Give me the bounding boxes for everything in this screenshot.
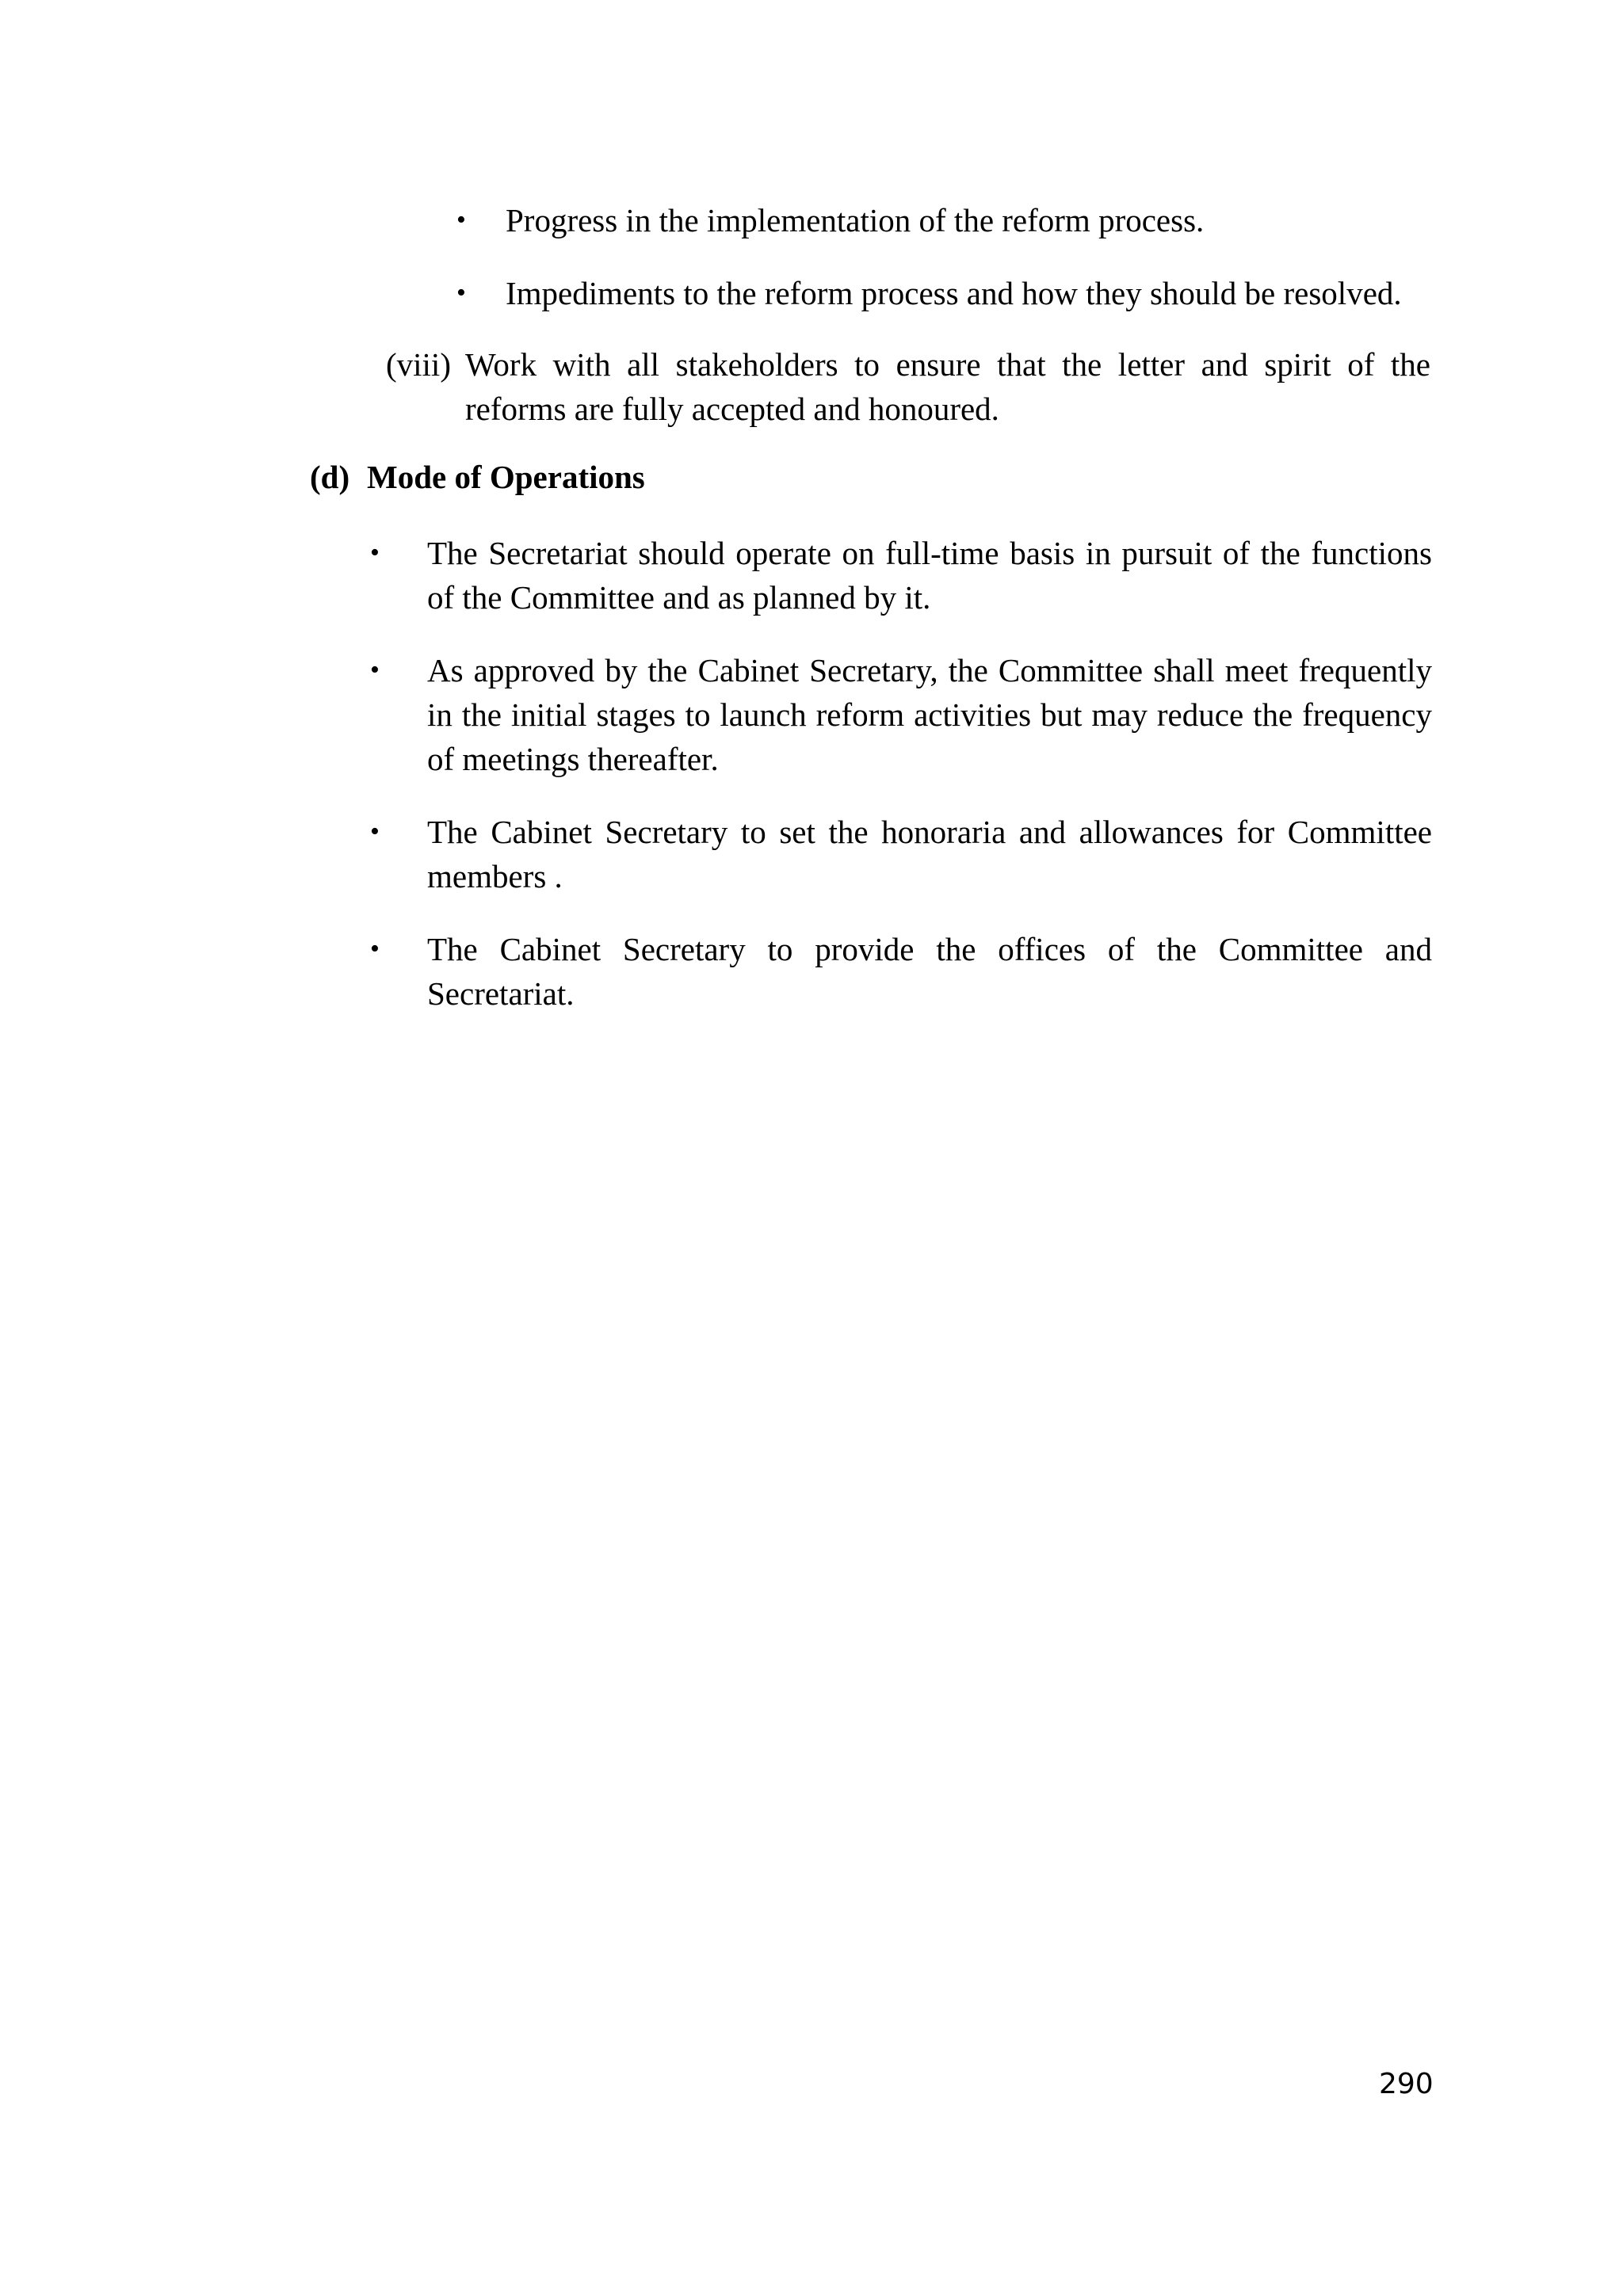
- bullet-icon: •: [456, 278, 466, 307]
- section-marker: (d): [310, 459, 350, 495]
- list-item-text: As approved by the Cabinet Secretary, the Committee shall meet frequently in the initial stages to launch reform activities but may reduce the frequency of meetings thereafter.: [427, 652, 1432, 777]
- bullet-icon: •: [456, 205, 466, 235]
- page-number: 290: [1379, 2068, 1434, 2100]
- list-item-text: The Cabinet Secretary to set the honoraria and allowances for Committee members .: [427, 814, 1432, 894]
- list-item-text: The Secretariat should operate on full-time basis in pursuit of the functions of the Committee and as planned by it.: [427, 535, 1432, 616]
- roman-item-text: Work with all stakeholders to ensure that the letter and spirit of the reforms are fully accepted and honoured.: [465, 346, 1430, 427]
- bullet-icon: •: [370, 934, 380, 963]
- bullet-icon: •: [370, 655, 380, 685]
- sub-bullet-text: Impediments to the reform process and how they should be resolved.: [506, 275, 1402, 311]
- roman-numeral: (viii): [386, 346, 451, 383]
- section-heading: [310, 455, 645, 499]
- bullet-icon: •: [370, 817, 380, 846]
- list-item-text: The Cabinet Secretary to provide the offices of the Committee and Secretariat.: [427, 931, 1432, 1012]
- section-title: Mode of Operations: [367, 459, 645, 495]
- bullet-icon: •: [370, 538, 380, 567]
- sub-bullet-text: Progress in the implementation of the reform process.: [506, 202, 1205, 238]
